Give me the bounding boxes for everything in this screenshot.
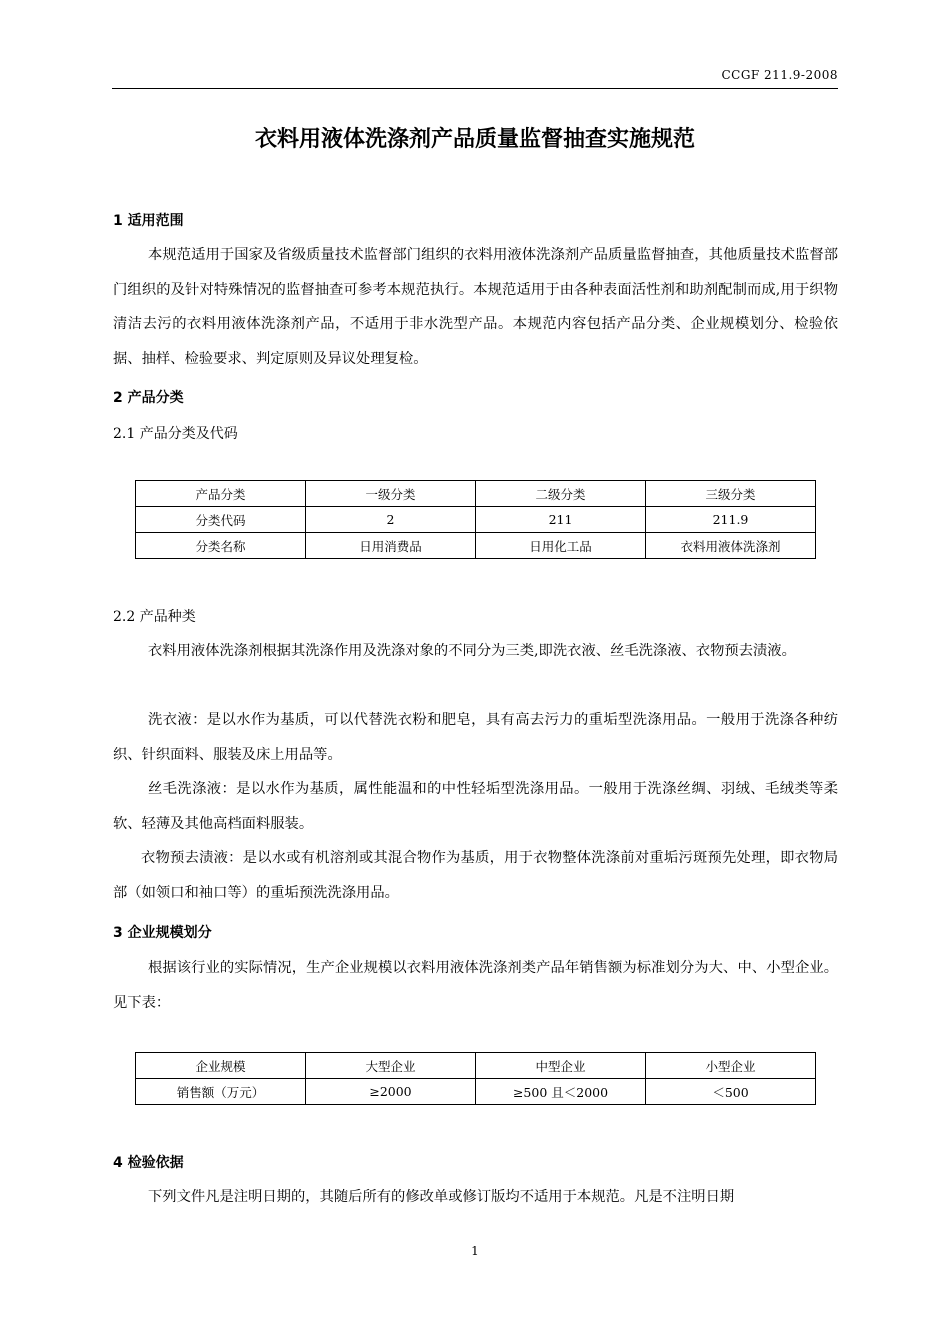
classification-table bbox=[135, 480, 816, 559]
section-2-1-heading: 2.1 产品分类及代码 bbox=[113, 426, 238, 442]
section-1-paragraph: 本规范适用于国家及省级质量技术监督部门组织的衣料用液体洗涤剂产品质量监督抽查，其他质量技术监督部门组织的及针对特殊情况的监督抽查可参考本规范执行。本规范适用于由各种表面活性剂和助剂配制而成,用于织物清洁去污的衣料用液体洗涤剂产品，不适用于非水洗型产品。本规范内容包括产品分类、企业规模划分、检验依据、抽样、检验要求、判定原则及异议处理复检。 bbox=[113, 247, 838, 367]
table-cell: 三级分类 bbox=[646, 481, 816, 507]
section-3-heading: 3 企业规模划分 bbox=[113, 925, 212, 941]
enterprise-scale-table bbox=[135, 1052, 816, 1105]
table-cell: 大型企业 bbox=[306, 1053, 476, 1079]
table-cell: 二级分类 bbox=[476, 481, 646, 507]
section-2-2-paragraph-1: 衣料用液体洗涤剂根据其洗涤作用及洗涤对象的不同分为三类,即洗衣液、丝毛洗涤液、衣物预去渍液。 bbox=[148, 643, 796, 659]
header-rule bbox=[112, 88, 838, 89]
section-3-paragraph: 根据该行业的实际情况，生产企业规模以衣料用液体洗涤剂类产品年销售额为标准划分为大、中、小型企业。见下表： bbox=[113, 960, 838, 1011]
table-cell: 日用化工品 bbox=[476, 533, 646, 559]
page-number: 1 bbox=[471, 1244, 479, 1258]
table-cell: 分类代码 bbox=[136, 507, 306, 533]
section-2-2-paragraph-3: 丝毛洗涤液：是以水作为基质，属性能温和的中性轻垢型洗涤用品。一般用于洗涤丝绸、羽绒、毛绒类等柔软、轻薄及其他高档面料服装。 bbox=[113, 781, 838, 832]
section-2-heading: 2 产品分类 bbox=[113, 390, 184, 406]
table-cell: 2 bbox=[306, 507, 476, 533]
table-row bbox=[136, 507, 816, 533]
table-cell: 一级分类 bbox=[306, 481, 476, 507]
table-cell: 企业规模 bbox=[136, 1053, 306, 1079]
table-cell: 211.9 bbox=[646, 507, 816, 533]
table-cell: ≥500 且＜2000 bbox=[476, 1079, 646, 1105]
table-row bbox=[136, 1053, 816, 1079]
section-4-paragraph: 下列文件凡是注明日期的，其随后所有的修改单或修订版均不适用于本规范。凡是不注明日期 bbox=[148, 1189, 735, 1205]
table-cell: 日用消费品 bbox=[306, 533, 476, 559]
table-row bbox=[136, 533, 816, 559]
table-row bbox=[136, 481, 816, 507]
section-1-heading: 1 适用范围 bbox=[113, 213, 184, 229]
table-cell: 小型企业 bbox=[646, 1053, 816, 1079]
table-row bbox=[136, 1079, 816, 1105]
section-4-heading: 4 检验依据 bbox=[113, 1155, 184, 1171]
table-cell: 衣料用液体洗涤剂 bbox=[646, 533, 816, 559]
table-cell: ≥2000 bbox=[306, 1079, 476, 1105]
section-2-2-paragraph-2: 洗衣液：是以水作为基质，可以代替洗衣粉和肥皂，具有高去污力的重垢型洗涤用品。一般用于洗涤各种纺织、针织面料、服装及床上用品等。 bbox=[113, 712, 838, 763]
table-cell: 211 bbox=[476, 507, 646, 533]
table-cell: 销售额（万元） bbox=[136, 1079, 306, 1105]
table-cell: 分类名称 bbox=[136, 533, 306, 559]
document-code: CCGF 211.9-2008 bbox=[721, 68, 838, 82]
section-2-2-paragraph-4: 衣物预去渍液：是以水或有机溶剂或其混合物作为基质，用于衣物整体洗涤前对重垢污斑预先处理，即衣物局部（如领口和袖口等）的重垢预洗洗涤用品。 bbox=[113, 850, 838, 901]
table-cell: 中型企业 bbox=[476, 1053, 646, 1079]
document-title: 衣料用液体洗涤剂产品质量监督抽查实施规范 bbox=[254, 127, 695, 152]
table-cell: 产品分类 bbox=[136, 481, 306, 507]
section-2-2-heading: 2.2 产品种类 bbox=[113, 609, 196, 625]
table-cell: ＜500 bbox=[646, 1079, 816, 1105]
